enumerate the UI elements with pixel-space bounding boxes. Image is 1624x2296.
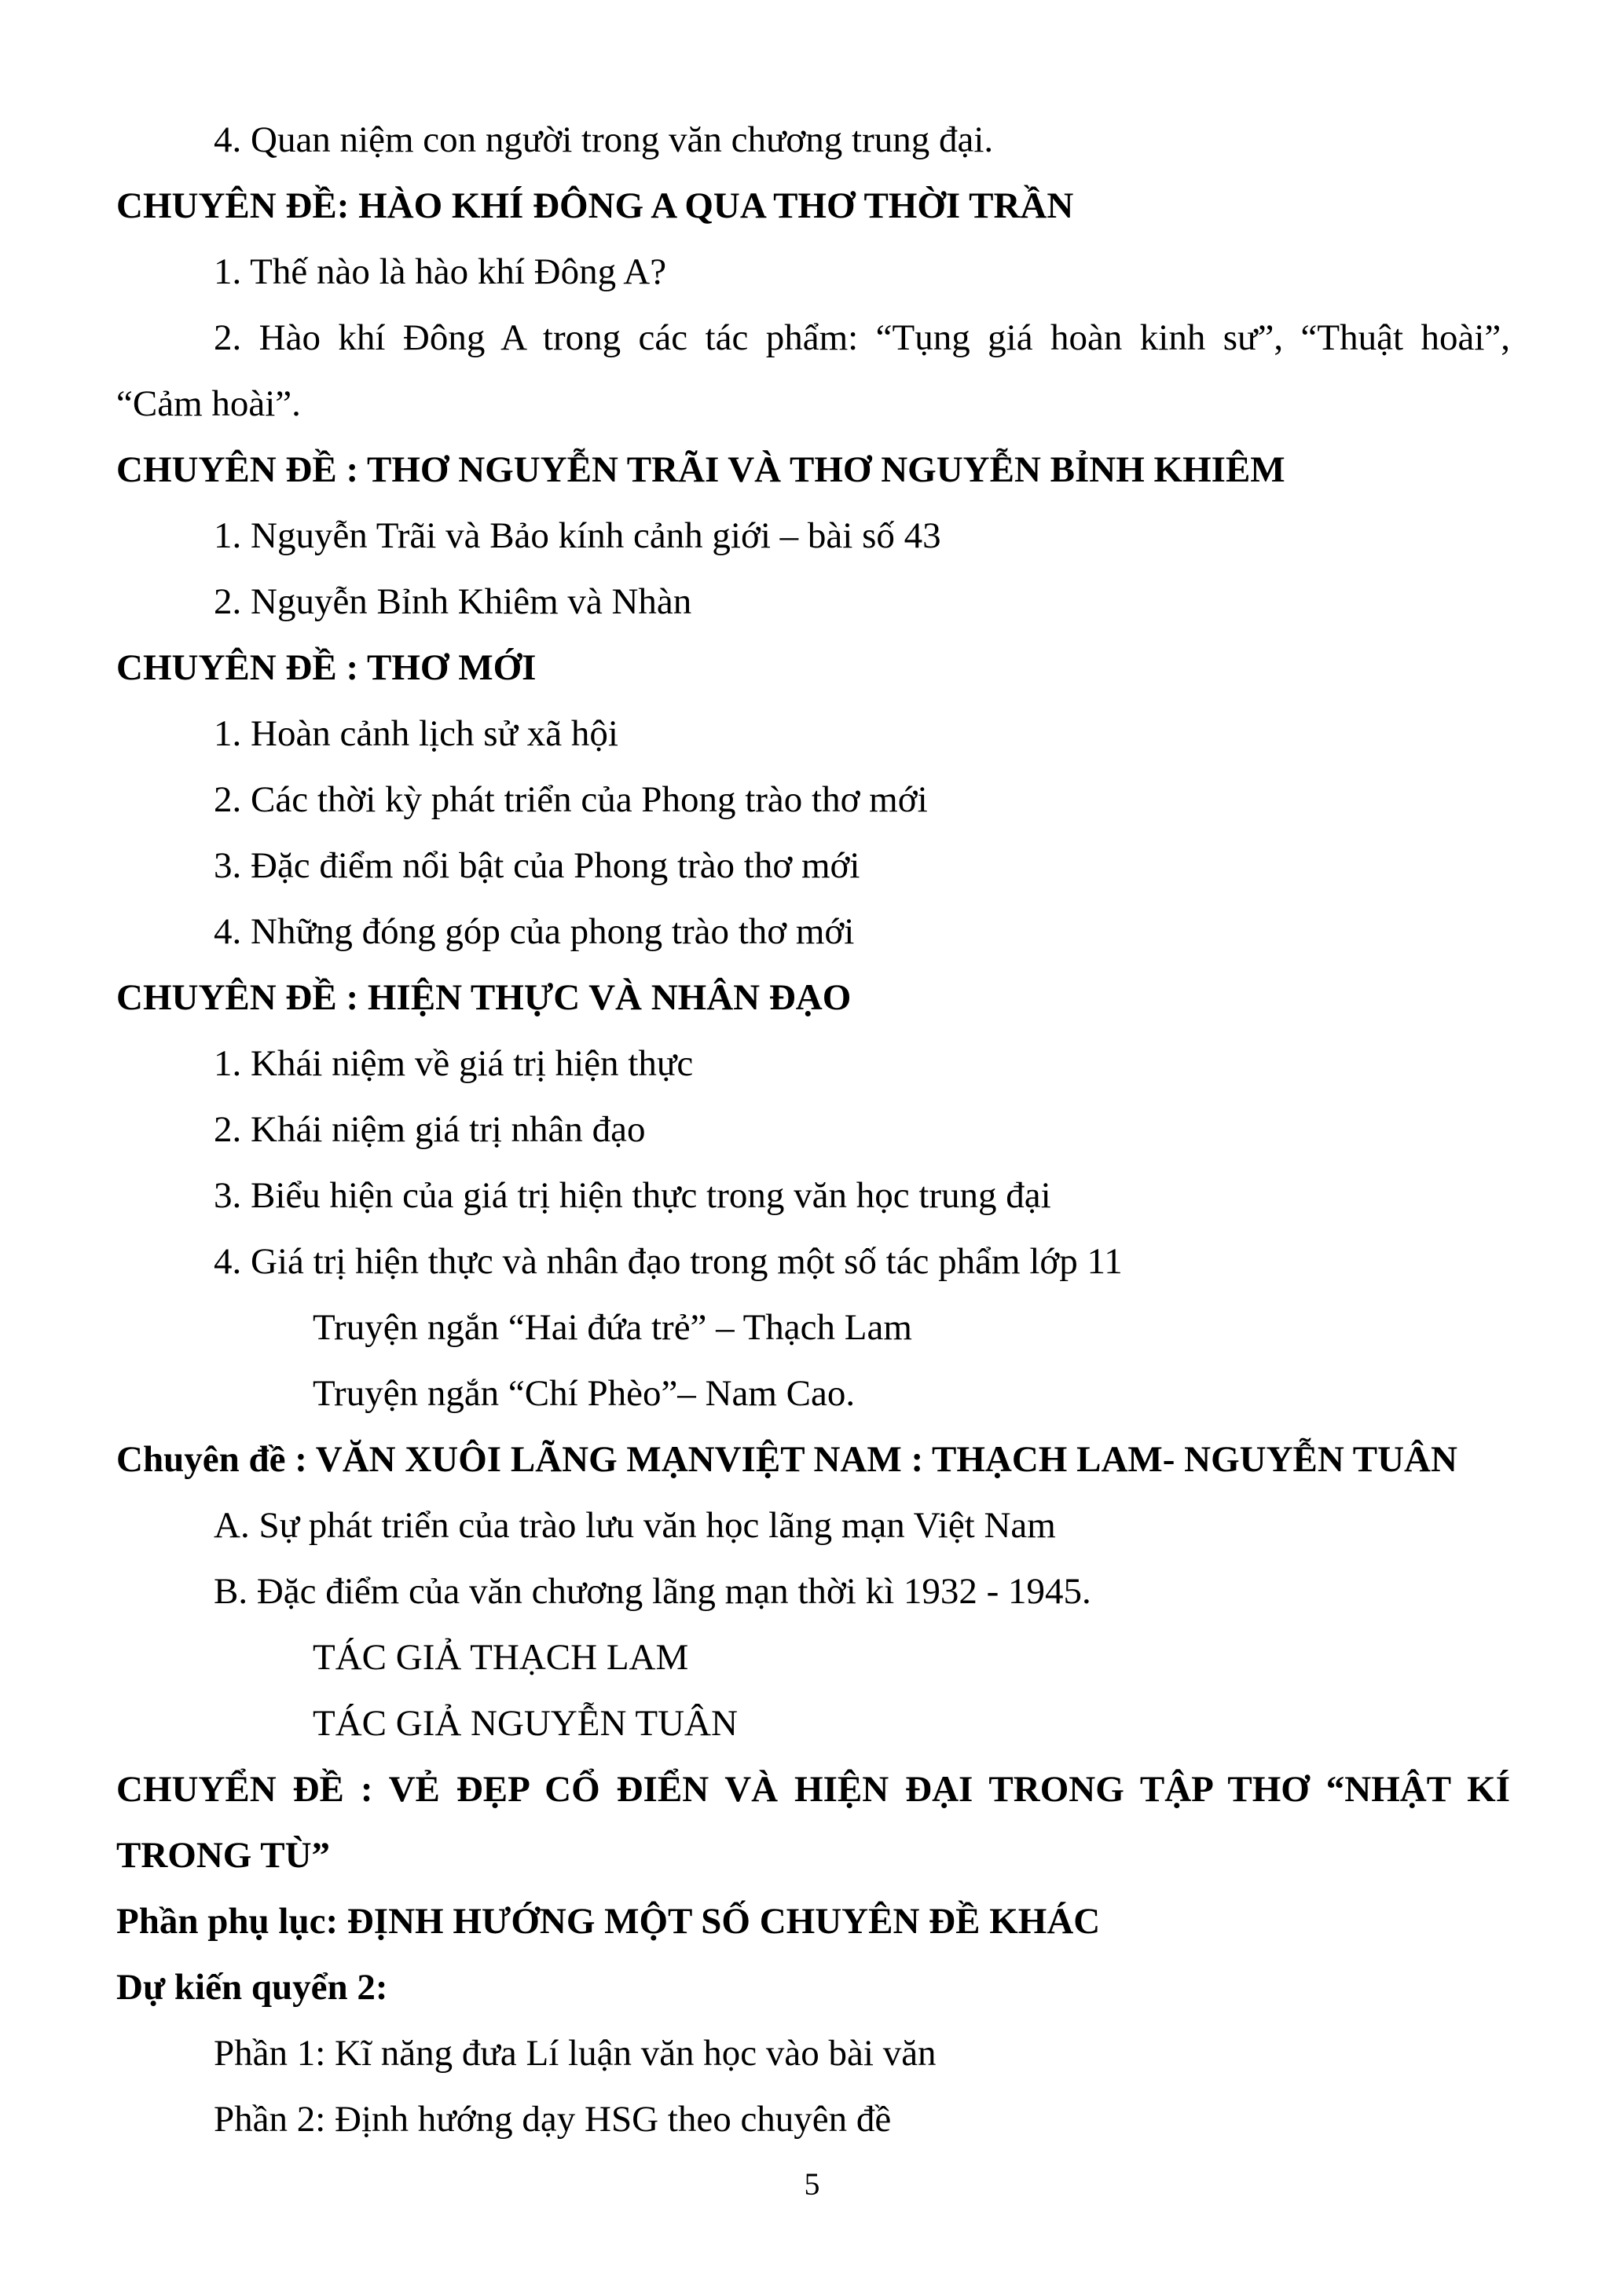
list-item: 4. Giá trị hiện thực và nhân đạo trong một số tác phẩm lớp 11: [214, 1241, 1123, 1282]
list-item: 1. Hoàn cảnh lịch sử xã hội: [214, 713, 618, 754]
section-heading: CHUYÊN ĐỀ : HIỆN THỰC VÀ NHÂN ĐẠO: [116, 977, 852, 1018]
section-heading: CHUYÊN ĐỀ : THƠ MỚI: [116, 647, 537, 688]
list-item-continuation: “Cảm hoài”.: [116, 383, 301, 424]
list-item: A. Sự phát triển của trào lưu văn học lãng mạn Việt Nam: [214, 1505, 1056, 1546]
section-heading: Chuyên đề : VĂN XUÔI LÃNG MẠNVIỆT NAM : THẠCH LAM- NGUYỄN TUÂN: [116, 1439, 1457, 1480]
appendix-heading: Phần phụ lục: ĐỊNH HƯỚNG MỘT SỐ CHUYÊN ĐỀ KHÁC: [116, 1901, 1101, 1942]
list-item: Phần 1: Kĩ năng đưa Lí luận văn học vào bài văn: [214, 2033, 937, 2074]
section-heading: CHUYÊN ĐỀ: HÀO KHÍ ĐÔNG A QUA THƠ THỜI TRẦN: [116, 185, 1074, 226]
list-item: 4. Quan niệm con người trong văn chương trung đại.: [214, 119, 994, 160]
section-heading: CHUYỂN ĐỀ : VẺ ĐẸP CỔ ĐIỂN VÀ HIỆN ĐẠI TRONG TẬP THƠ “NHẬT KÍ: [116, 1769, 1510, 1810]
sub-list-item: TÁC GIẢ THẠCH LAM: [313, 1637, 689, 1678]
list-item: 2. Nguyễn Bỉnh Khiêm và Nhàn: [214, 581, 692, 622]
list-item: 2. Hào khí Đông A trong các tác phẩm: “Tụng giá hoàn kinh sư”, “Thuật hoài”,: [214, 317, 1510, 358]
list-item: 1. Thế nào là hào khí Đông A?: [214, 251, 667, 292]
section-heading-continuation: TRONG TÙ”: [116, 1835, 331, 1876]
list-item: 3. Biểu hiện của giá trị hiện thực trong văn học trung đại: [214, 1175, 1051, 1216]
list-item: 2. Khái niệm giá trị nhân đạo: [214, 1109, 646, 1150]
list-item: 4. Những đóng góp của phong trào thơ mới: [214, 911, 855, 952]
list-item: B. Đặc điểm của văn chương lãng mạn thời kì 1932 - 1945.: [214, 1571, 1091, 1612]
list-item: 1. Khái niệm về giá trị hiện thực: [214, 1043, 694, 1084]
sub-list-item: Truyện ngắn “Hai đứa trẻ” – Thạch Lam: [313, 1307, 912, 1348]
volume-2-heading: Dự kiến quyển 2:: [116, 1967, 388, 2008]
section-heading: CHUYÊN ĐỀ : THƠ NGUYỄN TRÃI VÀ THƠ NGUYỄN BỈNH KHIÊM: [116, 449, 1285, 490]
list-item: 2. Các thời kỳ phát triển của Phong trào thơ mới: [214, 779, 928, 820]
sub-list-item: TÁC GIẢ NGUYỄN TUÂN: [313, 1703, 738, 1744]
page-number: 5: [804, 2166, 820, 2202]
sub-list-item: Truyện ngắn “Chí Phèo”– Nam Cao.: [313, 1373, 856, 1414]
list-item: Phần 2: Định hướng dạy HSG theo chuyên đề: [214, 2099, 892, 2140]
list-item: 1. Nguyễn Trãi và Bảo kính cảnh giới – bài số 43: [214, 515, 941, 556]
list-item: 3. Đặc điểm nổi bật của Phong trào thơ mới: [214, 845, 860, 886]
